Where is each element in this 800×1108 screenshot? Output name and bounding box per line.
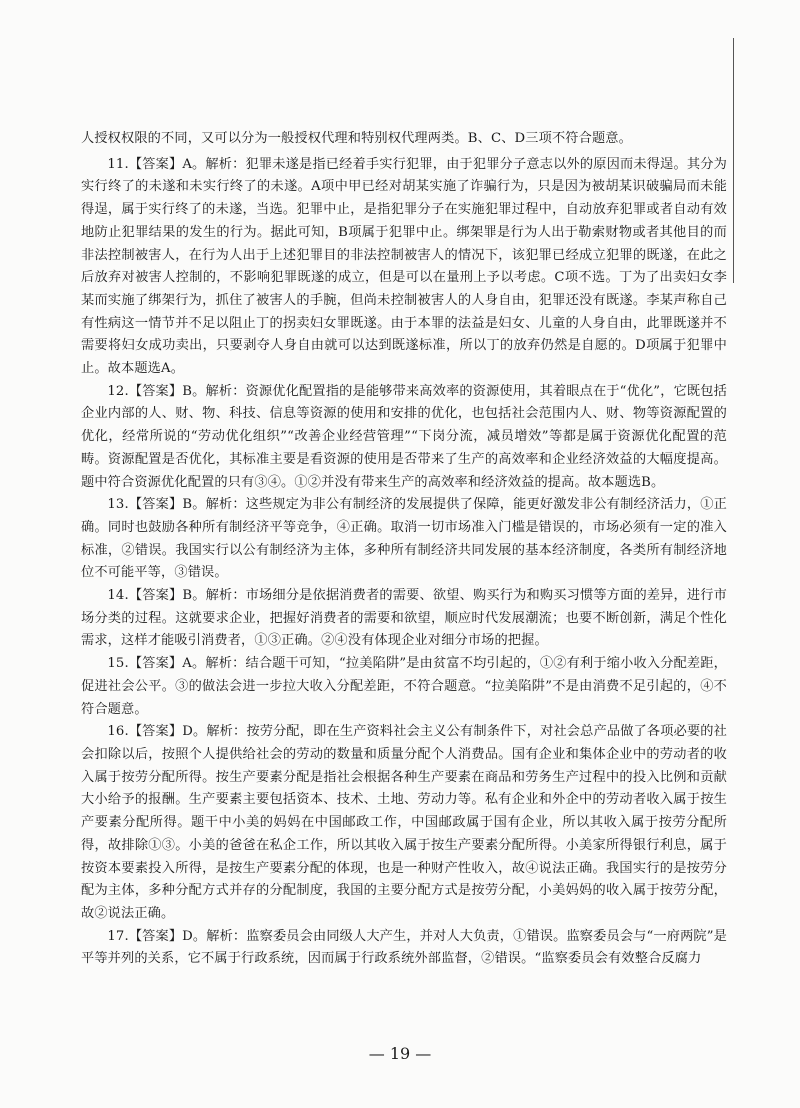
answer-item-17: 17.【答案】D。解析：监察委员会由同级人大产生，并对人大负责，①错误。监察委员会与“一府两院”是平等并列的关系，它不属于行政系统，因而属于行政系统外部监督，②错误。“监察委员会有效整合反腐力: [81, 928, 727, 967]
answer-item-11: 11.【答案】A。解析：犯罪未遂是指已经着手实行犯罪，由于犯罪分子意志以外的原因而未得逞。其分为实行终了的未遂和未实行终了的未遂。A项中甲已经对胡某实施了诈骗行为，只是因为被胡某识破骗局而未能得逞，属于实行终了的未遂，当选。犯罪中止，是指犯罪分子在实施犯罪过程中，自动放弃犯罪或者自动有效地防止犯罪结果的发生的行为。据此可知，B项属于犯罪中止。绑架罪是行为人出于勒索财物或者其他目的而非法控制被害人，在行为人出于上述犯罪目的非法控制被害人的情况下，该犯罪已经成立犯罪的既遂，在此之后放弃对被害人控制的，不影响犯罪既遂的成立，但是可以在量刑上予以考虑。C项不选。丁为了出卖妇女李某而实施了绑架行为，抓住了被害人的手腕，但尚未控制被害人的人身自由，犯罪还没有既遂。李某声称自己有性病这一情节并不足以阻止丁的拐卖妇女罪既遂。由于本罪的法益是妇女、儿童的人身自由，此罪既遂并不需要将妇女成功卖出，只要剥夺人身自由就可以达到既遂标准，所以丁的放弃仍然是自愿的。D项属于犯罪中止。故本题选A。: [81, 156, 727, 377]
answer-item-15: 15.【答案】A。解析：结合题干可知，“拉美陷阱”是由贫富不均引起的，①②有利于缩小收入分配差距，促进社会公平。③的做法会进一步拉大收入分配差距，不符合题意。“拉美陷阱”不是由消费不足引起的，④不符合题意。: [81, 656, 727, 717]
page-number: — 19 —: [368, 1044, 432, 1063]
paragraph-continuation: 人授权权限的不同，又可以分为一般授权代理和特别权代理两类。B、C、D三项不符合题意。: [81, 131, 632, 146]
margin-rule: [733, 38, 734, 283]
answer-item-16: 16.【答案】D。解析：按劳分配，即在生产资料社会主义公有制条件下，对社会总产品做了各项必要的社会扣除以后，按照个人提供给社会的劳动的数量和质量分配个人消费品。国有企业和集体企业中的劳动者的收入属于按劳分配所得。按生产要素分配是指社会根据各种生产要素在商品和劳务生产过程中的投入比例和贡献大小给予的报酬。生产要素主要包括资本、技术、土地、劳动力等。私有企业和外企中的劳动者收入属于按生产要素分配所得。题干中小美的妈妈在中国邮政工作，中国邮政属于国有企业，所以其收入属于按劳分配所得，故排除①③。小美的爸爸在私企工作，所以其收入属于按生产要素分配所得。小美家所得银行利息，属于按资本要素投入所得，是按生产要素分配的体现，也是一种财产性收入，故④说法正确。我国实行的是按劳分配为主体，多种分配方式并存的分配制度，我国的主要分配方式是按劳分配，小美妈妈的收入属于按劳分配，故②说法正确。: [81, 724, 727, 921]
answer-item-14: 14.【答案】B。解析：市场细分是依据消费者的需要、欲望、购买行为和购买习惯等方面的差异，进行市场分类的过程。这就要求企业，把握好消费者的需要和欲望，顺应时代发展潮流；也要不断创新，满足个性化需求，这样才能吸引消费者，①③正确。②④没有体现企业对细分市场的把握。: [81, 588, 727, 649]
answer-text-body: [81, 128, 727, 971]
page-footer: [0, 1044, 800, 1063]
answer-item-12: 12.【答案】B。解析：资源优化配置指的是能够带来高效率的资源使用，其着眼点在于“优化”，它既包括企业内部的人、财、物、科技、信息等资源的使用和安排的优化，也包括社会范围内人、财、物等资源配置的优化，经常所说的“劳动优化组织”“改善企业经营管理”“下岗分流，减员增效”等都是属于资源优化配置的范畴。资源配置是否优化，其标准主要是看资源的使用是否带来了生产的高效率和企业经济效益的大幅度提高。题中符合资源优化配置的只有③④。①②并没有带来生产的高效率和经济效益的提高。故本题选B。: [81, 383, 727, 490]
answer-item-13: 13.【答案】B。解析：这些规定为非公有制经济的发展提供了保障，能更好激发非公有制经济活力，①正确。同时也鼓励各种所有制经济平等竞争，④正确。取消一切市场准入门槛是错误的，市场必须有一定的准入标准，②错误。我国实行以公有制经济为主体，多种所有制经济共同发展的基本经济制度，各类所有制经济地位不可能平等，③错误。: [81, 497, 727, 581]
